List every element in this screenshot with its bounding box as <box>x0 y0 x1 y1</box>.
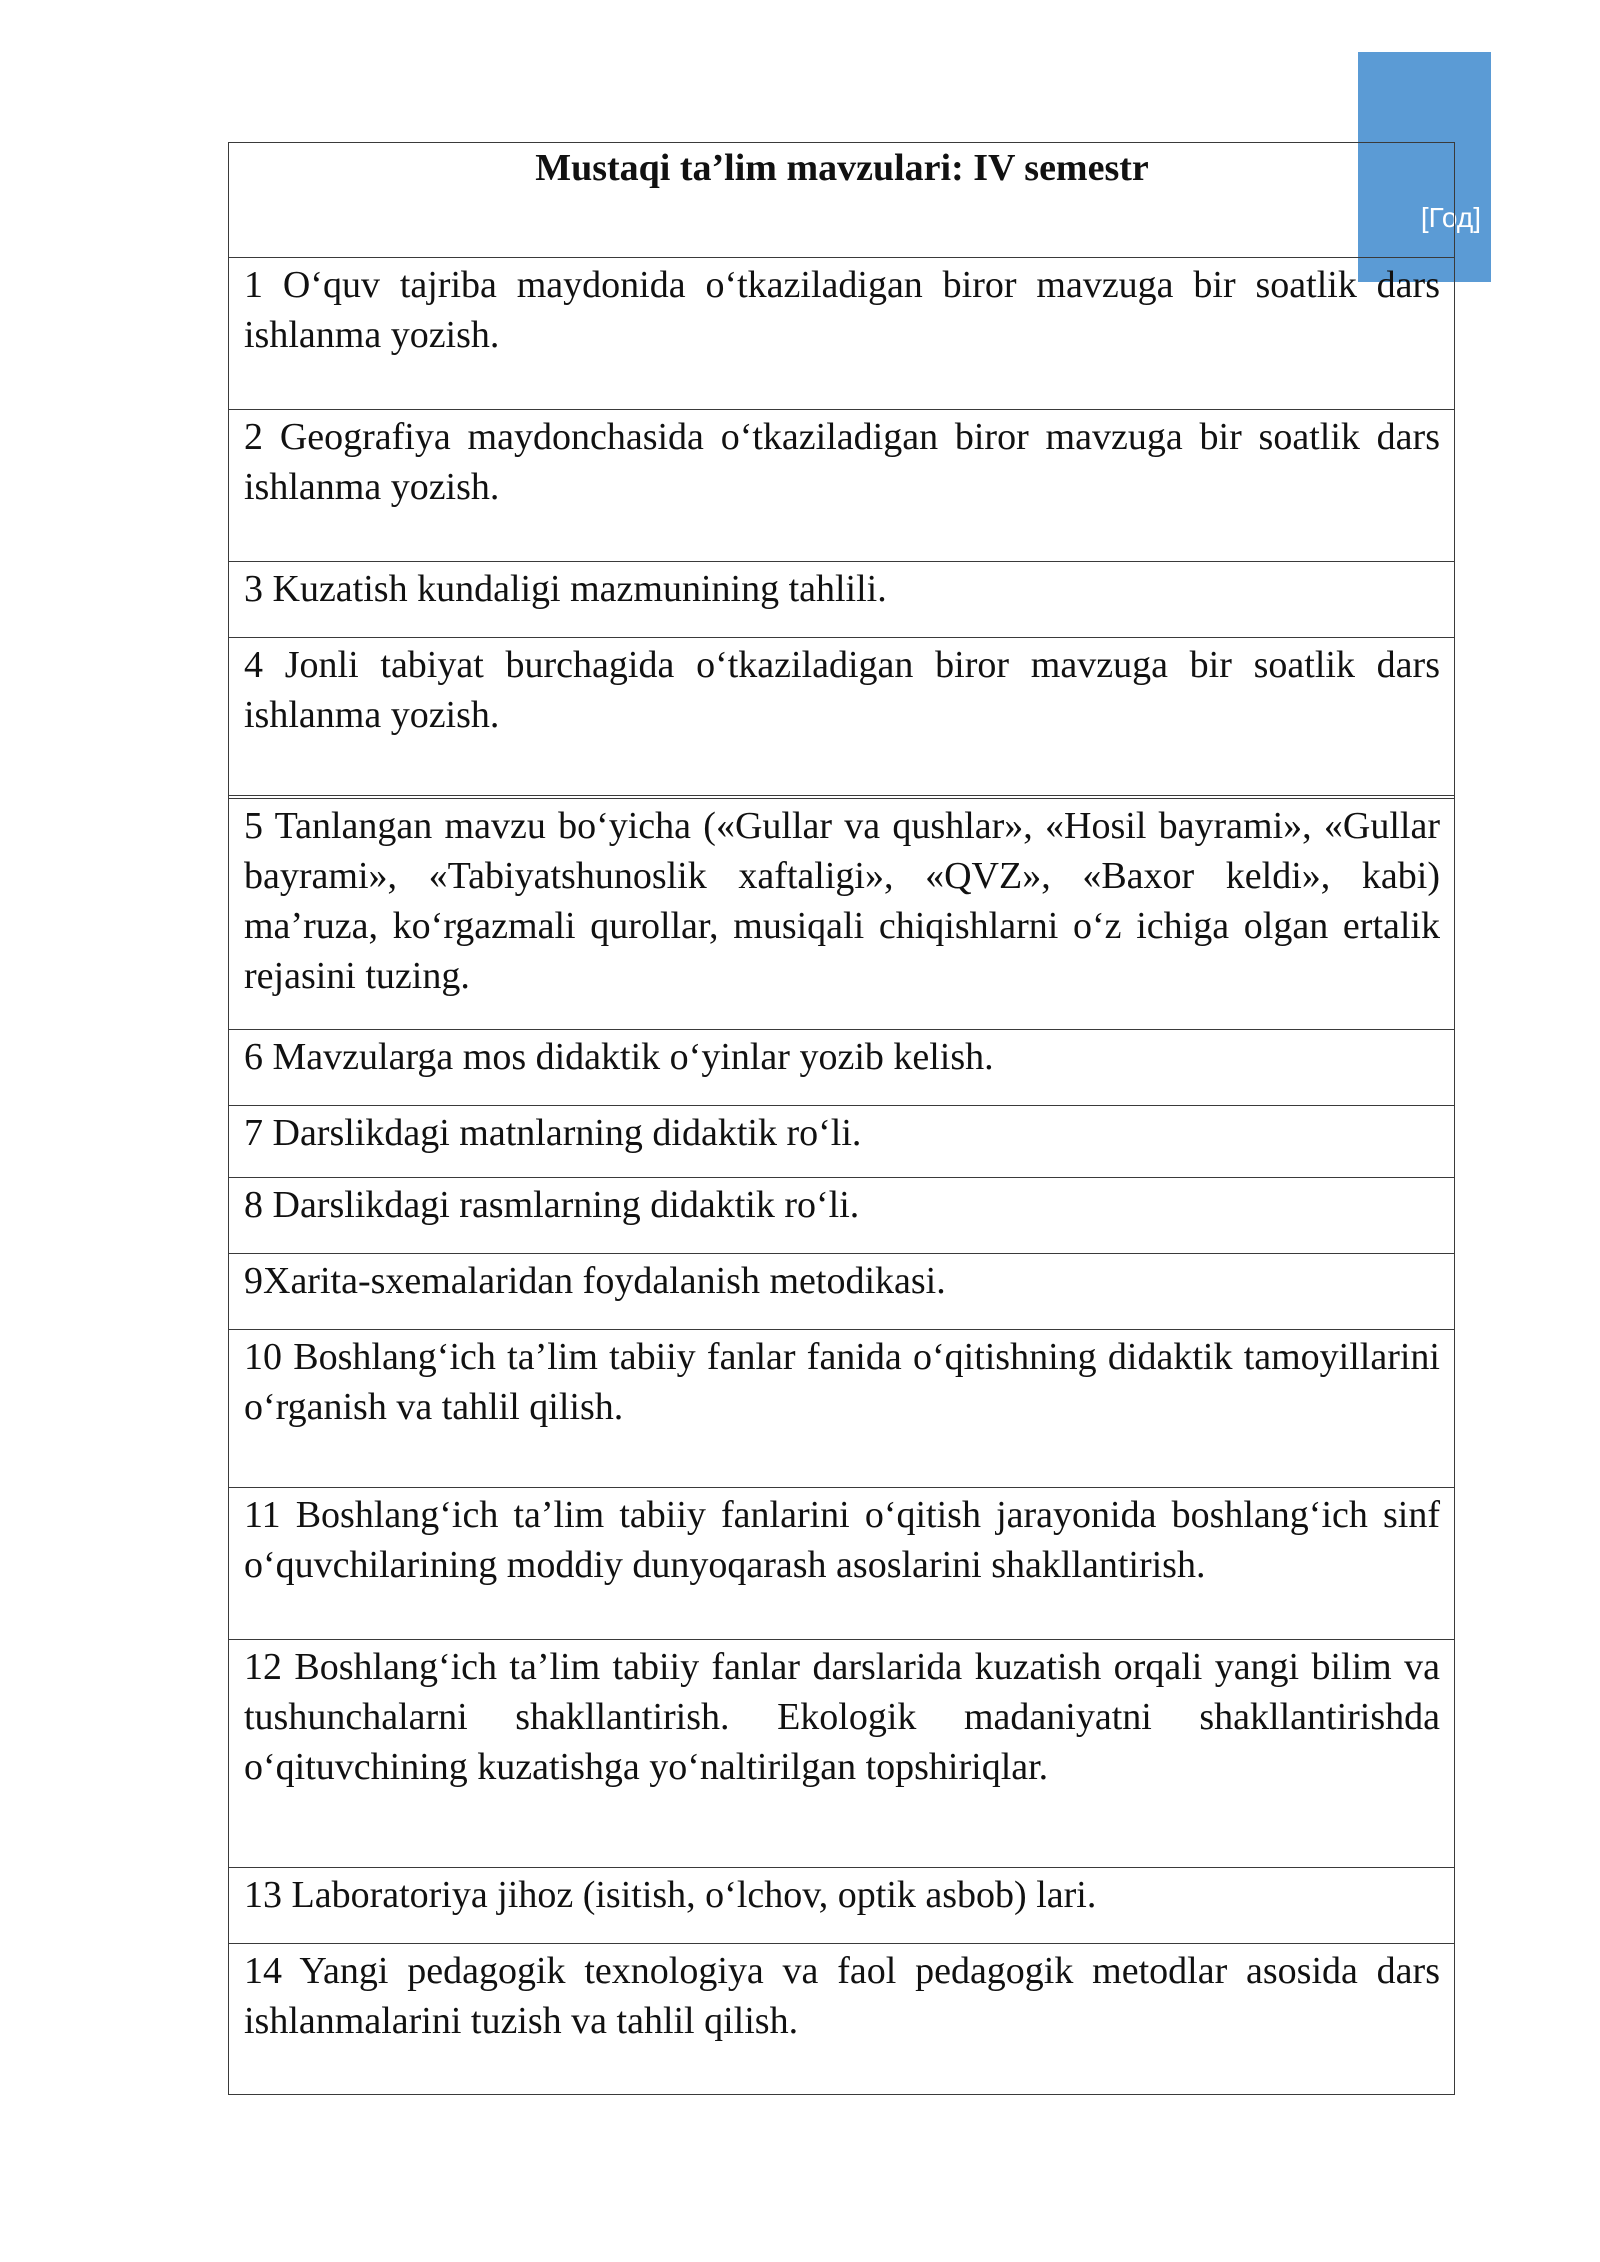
topic-row-1: 1 O‘quv tajriba maydonida o‘tkaziladigan biror mavzuga bir soatlik dars ishlanma yozish. <box>229 257 1454 409</box>
table-title: Mustaqi ta’lim mavzulari: IV semestr <box>535 147 1149 189</box>
topic-row-4: 4 Jonli tabiyat burchagida o‘tkaziladigan biror mavzuga bir soatlik dars ishlanma yozish. <box>229 637 1454 795</box>
topic-row-9: 9Xarita-sxemalaridan foydalanish metodikasi. <box>229 1253 1454 1329</box>
topic-row-6: 6 Mavzularga mos didaktik o‘yinlar yozib kelish. <box>229 1029 1454 1105</box>
topic-row-7: 7 Darslikdagi matnlarning didaktik ro‘li. <box>229 1105 1454 1177</box>
topic-row-12: 12 Boshlang‘ich ta’lim tabiiy fanlar darslarida kuzatish orqali yangi bilim va tushunchalarni shakllantirish. Ekologik madaniyatni shakllantirishda o‘qituvchining kuzatishga yo‘naltirilgan topshiriqlar. <box>229 1639 1454 1867</box>
topic-row-8: 8 Darslikdagi rasmlarning didaktik ro‘li. <box>229 1177 1454 1253</box>
topic-row-13: 13 Laboratoriya jihoz (isitish, o‘lchov, optik asbob) lari. <box>229 1867 1454 1943</box>
topic-row-3: 3 Kuzatish kundaligi mazmunining tahlili. <box>229 561 1454 637</box>
topic-row-5: 5 Tanlangan mavzu bo‘yicha («Gullar va qushlar», «Hosil bayrami», «Gullar bayrami», «Tabiyatshunoslik xaftaligi», «QVZ», «Baxor keldi», kabi) ma’ruza, ko‘rgazmali qurollar, musiqali chiqishlarni o‘z ichiga olgan ertalik rejasini tuzing. <box>229 795 1454 1029</box>
independent-study-topics-table <box>228 142 1455 2095</box>
topic-row-10: 10 Boshlang‘ich ta’lim tabiiy fanlar fanida o‘qitishning didaktik tamoyillarini o‘rganish va tahlil qilish. <box>229 1329 1454 1487</box>
topic-row-11: 11 Boshlang‘ich ta’lim tabiiy fanlarini o‘qitish jarayonida boshlang‘ich sinf o‘quvchilarining moddiy dunyoqarash asoslarini shakllantirish. <box>229 1487 1454 1639</box>
year-placeholder-label: [Год] <box>1420 202 1481 233</box>
topic-row-14: 14 Yangi pedagogik texnologiya va faol pedagogik metodlar asosida dars ishlanmalarini tuzish va tahlil qilish. <box>229 1943 1454 2094</box>
topic-row-2: 2 Geografiya maydonchasida o‘tkaziladigan biror mavzuga bir soatlik dars ishlanma yozish. <box>229 409 1454 561</box>
